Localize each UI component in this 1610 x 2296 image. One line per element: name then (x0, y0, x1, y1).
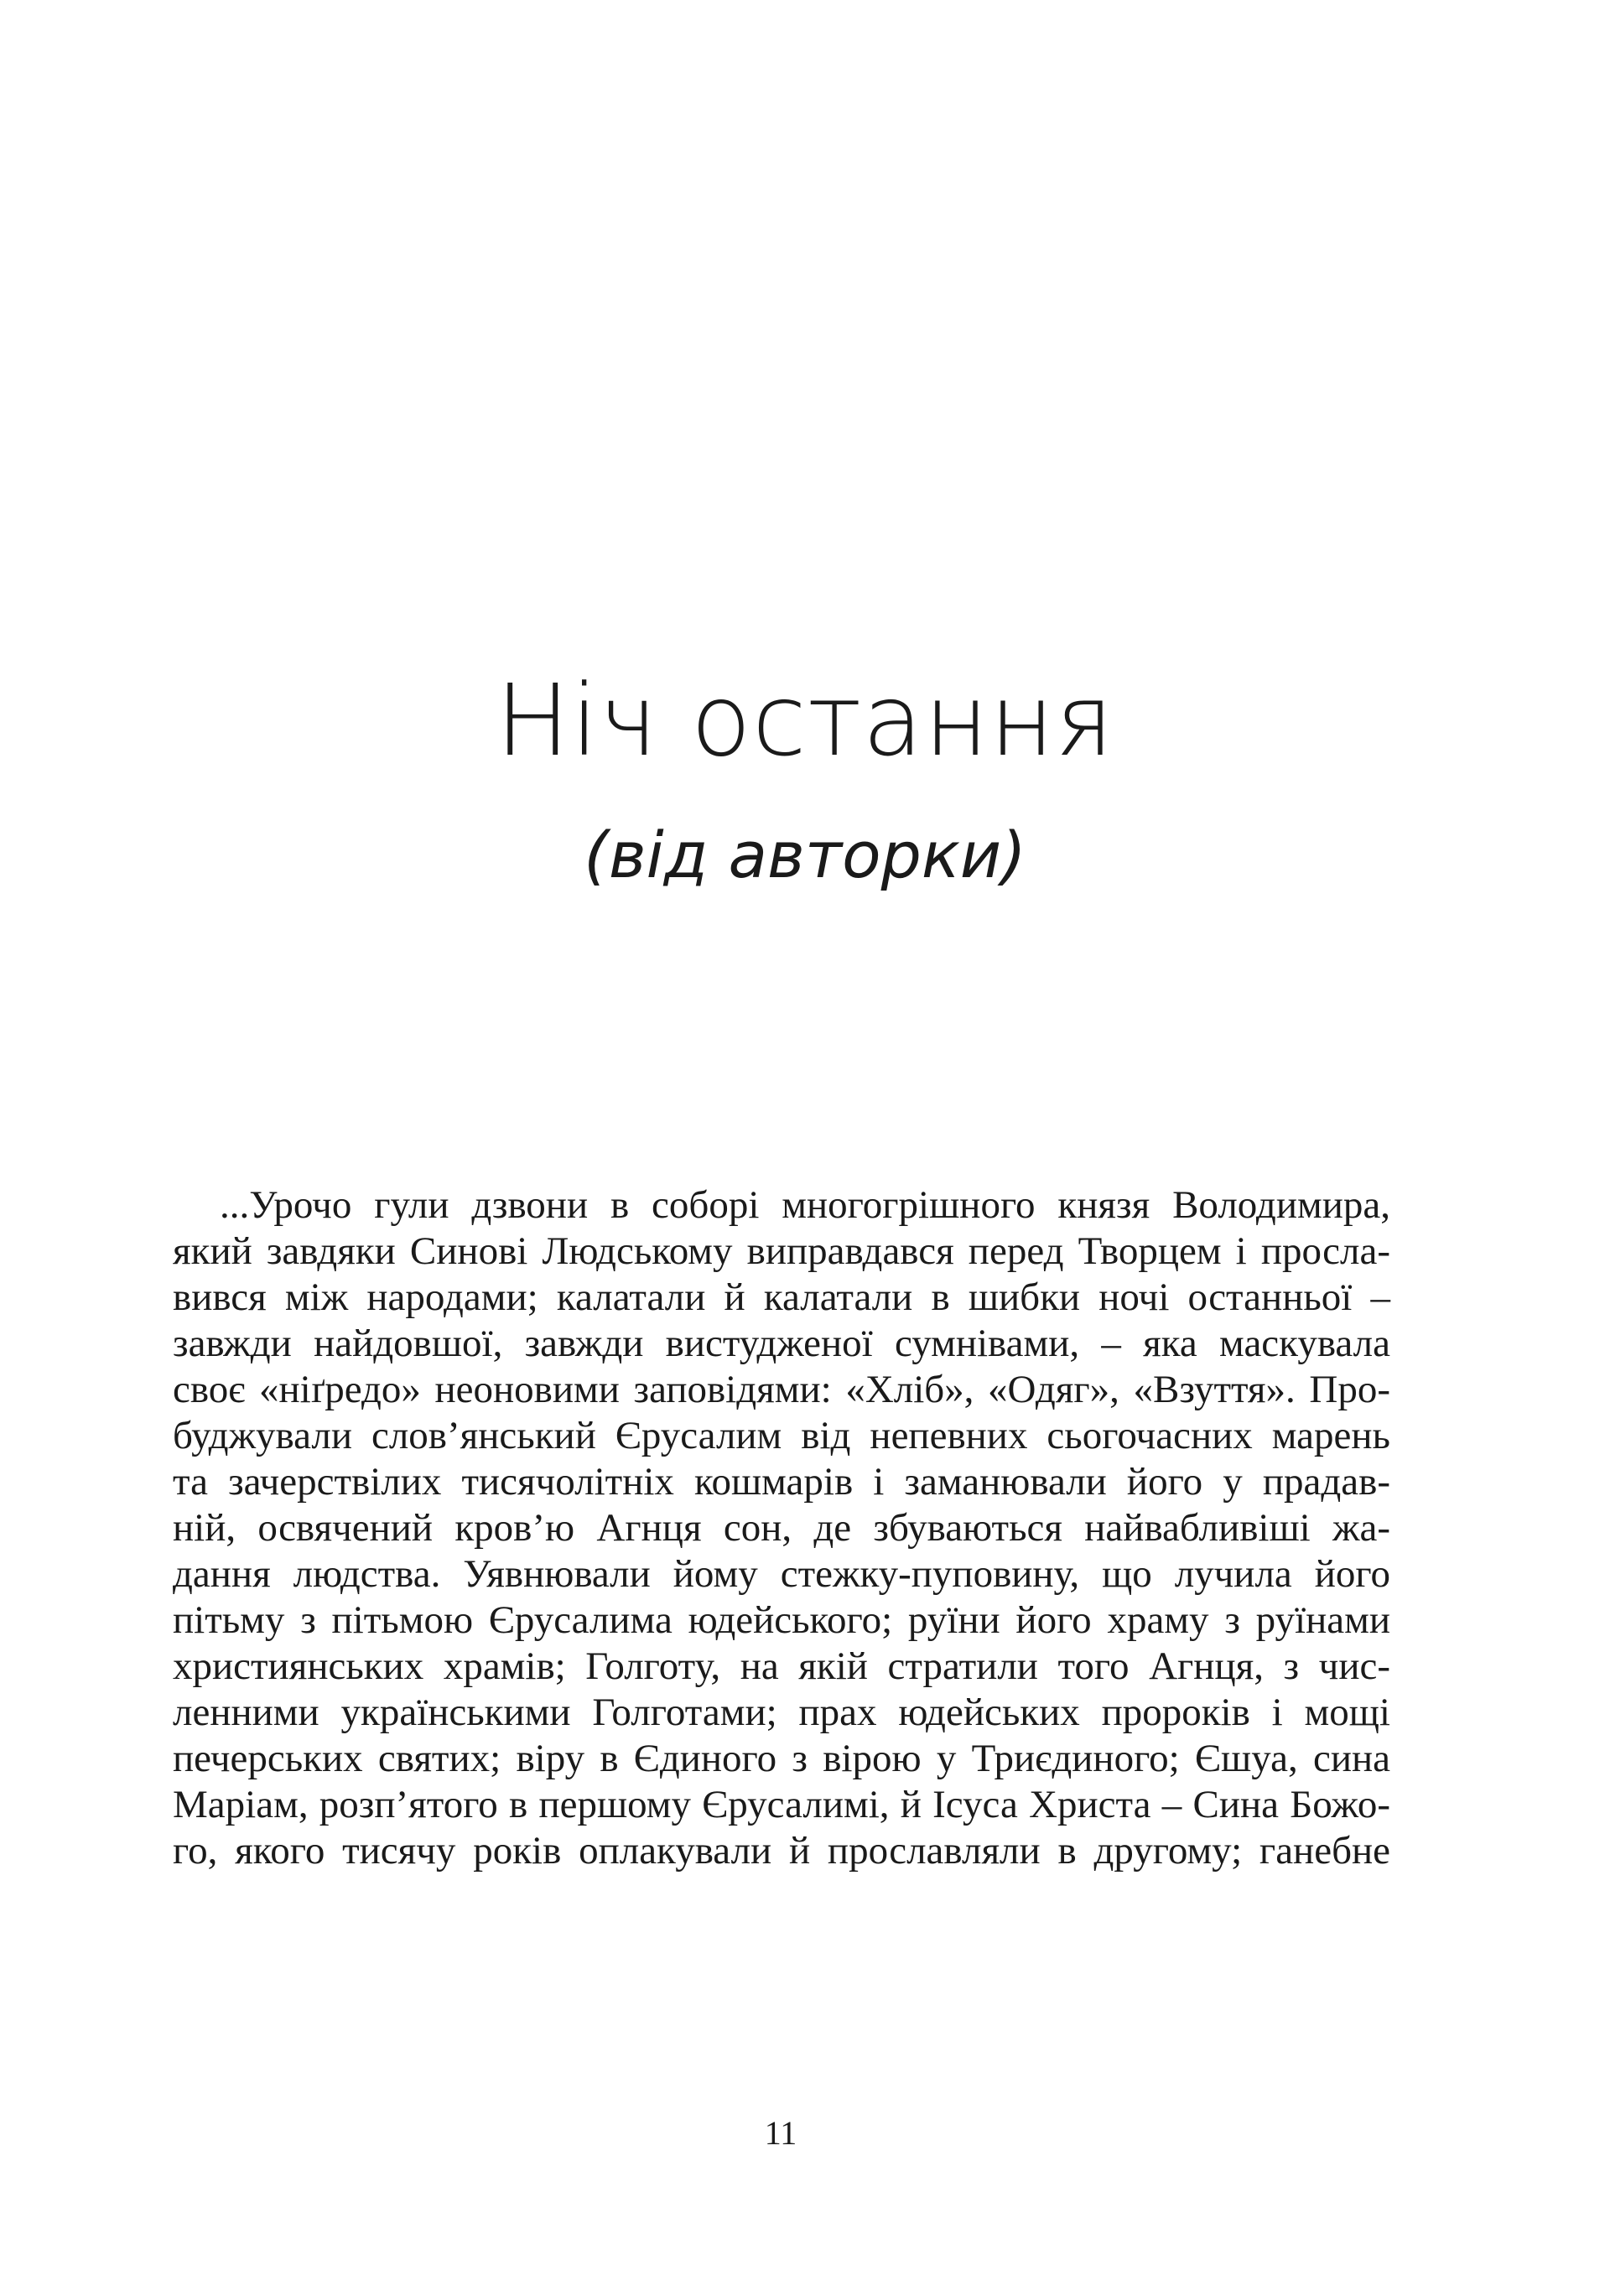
body-line: та зачерствілих тисячолітніх кошмарів і заманювали його у прадав- (173, 1460, 1390, 1504)
body-line: печерських святих; віру в Єдиного з вірою у Триєдиного; Єшуа, сина (173, 1737, 1390, 1780)
body-line: дання людства. Уявнювали йому стежку-пуповину, що лучила його (173, 1552, 1390, 1596)
body-line: завжди найдовшої, завжди вистудженої сумнівами, – яка маскувала (173, 1322, 1390, 1365)
body-line: буджували слов’янський Єрусалим від непевних сьогочасних марень (173, 1414, 1390, 1457)
body-line: ленними українськими Голготами; прах юдейських пророків і мощі (173, 1691, 1390, 1734)
body-line: ній, освячений кров’ю Агнця сон, де збуваються найвабливіші жа- (173, 1506, 1390, 1550)
body-line: християнських храмів; Голготу, на якій стратили того Агнця, з чис- (173, 1644, 1390, 1688)
body-line: го, якого тисячу років оплакували й прославляли в другому; ганебне (173, 1829, 1390, 1873)
body-line: пітьму з пітьмою Єрусалима юдейського; руїни його храму з руїнами (173, 1598, 1390, 1642)
body-line: ...Урочо гули дзвони в соборі многогрішного князя Володимира, (220, 1183, 1390, 1227)
chapter-title: Ніч остання (495, 662, 1114, 778)
chapter-subtitle: (від авторки) (584, 818, 1026, 892)
body-text (173, 1182, 1390, 1874)
page-number: 11 (764, 2114, 797, 2152)
body-line: який завдяки Синові Людському виправдався перед Творцем і просла- (173, 1229, 1390, 1273)
body-line: своє «ніґредо» неоновими заповідями: «Хліб», «Одяг», «Взуття». Про- (173, 1368, 1390, 1411)
body-line: вився між народами; калатали й калатали в шибки ночі останньої – (173, 1275, 1390, 1319)
body-line: Маріам, розп’ятого в першому Єрусалимі, й Ісуса Христа – Сина Божо- (173, 1783, 1390, 1826)
